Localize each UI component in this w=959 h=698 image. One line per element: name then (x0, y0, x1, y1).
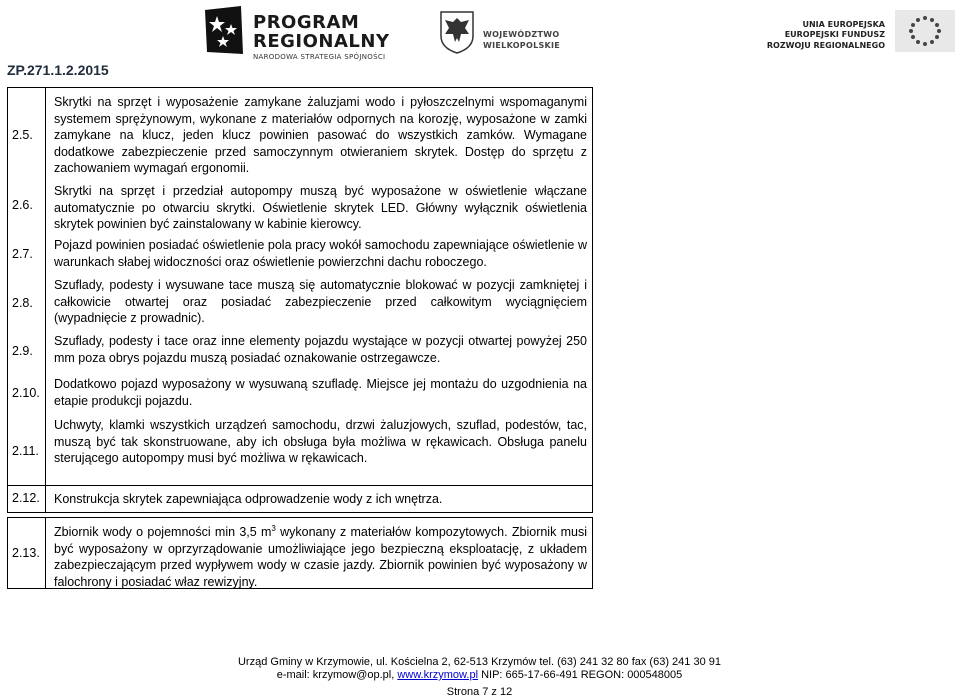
row-text: Skrytki na sprzęt i wyposażenie zamykane żaluzjami wodo i pyłoszczelnymi wspomaganymi systemem sprężynowym, wykonane z materiałów odpornych na korozję, wyposażone w zamki zamykane na klucz, jeden klucz powinien pasować do wszystkich zamków. Wymagane dodatkowe zabezpieczenie przed samoczynnym otwieraniem skrytek. Dostęp do sprzętu z zachowaniem wymagań ergonomii. (54, 95, 587, 175)
row-number: 2.11. (12, 444, 39, 458)
voivodeship-logo (437, 10, 577, 56)
table-row-2-12 (7, 485, 593, 513)
row-number: 2.12. (12, 491, 40, 505)
row-number: 2.9. (12, 344, 33, 358)
row-number: 2.8. (12, 296, 33, 310)
table-row-2-13 (7, 517, 593, 589)
voivodeship-line2: WIELKOPOLSKIE (483, 41, 561, 50)
program-title-line1: PROGRAM (253, 12, 360, 33)
row-text: Konstrukcja skrytek zapewniająca odprowadzenie wody z ich wnętrza. (54, 492, 443, 506)
row-text (54, 521, 587, 590)
website-link[interactable]: www.krzymow.pl (397, 669, 479, 681)
number-column (8, 88, 46, 485)
row-number: 2.7. (12, 247, 33, 261)
row-number: 2.5. (12, 128, 33, 142)
eu-line3: ROZWOJU REGIONALNEGO (766, 41, 885, 50)
row-number: 2.10. (12, 386, 40, 400)
program-regionalny-logo (203, 4, 403, 62)
row-text: Uchwyty, klamki wszystkich urządzeń samochodu, drzwi żaluzjowych, szuflad, podestów, tac, muszą być tak skonstruowane, aby ich obsługa była możliwa w rękawicach. Obsługa panelu sterującego autopompy musi być możliwa w rękawicach. (54, 418, 587, 465)
eu-line1: UNIA EUROPEJSKA (802, 20, 885, 29)
page-number: Strona 7 z 12 (446, 686, 513, 698)
footer-email: e-mail: krzymow@op.pl, (276, 669, 398, 681)
eu-fund-logo (700, 10, 959, 56)
row-text-start: Zbiornik wody o pojemności min 3,5 m (54, 525, 272, 540)
row-number: 2.13. (12, 546, 40, 560)
row-text: Szuflady, podesty i tace oraz inne elementy pojazdu wystające w pozycji otwartej powyżej 250 mm poza obrys pojazdu muszą posiadać oznakowanie ostrzegawcze. (54, 334, 587, 365)
eu-line2: EUROPEJSKI FUNDUSZ (784, 30, 885, 39)
footer-contact (0, 669, 959, 681)
eagle-emblem-icon (437, 10, 477, 54)
voivodeship-line1: WOJEWÓDZTWO (483, 30, 560, 39)
row-number: 2.6. (12, 198, 33, 212)
row-text: Pojazd powinien posiadać oświetlenie pola pracy wokół samochodu zapewniające oświetlenie w warunkach słabej widoczności oraz oświetlenie powierzchni dachu roboczego. (54, 238, 587, 269)
program-subtitle: NARODOWA STRATEGIA SPÓJNOŚCI (253, 53, 386, 61)
program-flag-icon (203, 4, 245, 56)
program-title-line2: REGIONALNY (253, 31, 390, 52)
row-text-end: wykonany z materiałów kompozytowych. Zbiornik musi być wyposażony w oprzyrządowanie umożliwiające jego bezpieczną eksploatację, z układem zabezpieczającym przed wypływem wody w czasie jazdy. Zbiornik powinien być wyposażony w falochrony i posiadać właz rewizyjny. (54, 525, 587, 589)
footer-address: Urząd Gminy w Krzymowie, ul. Kościelna 2, 62-513 Krzymów tel. (63) 241 32 80 fax (63) 241 30 91 (237, 656, 721, 668)
row-text: Dodatkowo pojazd wyposażony w wysuwaną szufladę. Miejsce jej montażu do uzgodnienia na etapie produkcji pojazdu. (54, 377, 587, 408)
footer-ids: NIP: 665-17-66-491 REGON: 000548005 (478, 669, 683, 681)
eu-flag-icon (895, 10, 955, 52)
document-reference: ZP.271.1.2.2015 (7, 62, 109, 78)
row-text: Szuflady, podesty i wysuwane tace muszą się automatycznie blokować w pozycji zamkniętej i całkowicie otwartej oraz posiadać zabezpieczenie przed całkowitym wyciągnięciem (wypadnięcie z prowadnic). (54, 278, 587, 325)
row-text: Skrytki na sprzęt i przedział autopompy muszą być wyposażone w oświetlenie włączane automatycznie po otwarciu skrytki. Oświetlenie skrytek LED. Główny wyłącznik oświetlenia skrytek powinien być zainstalowany w kabinie kierowcy. (54, 184, 587, 231)
page-header (0, 0, 959, 60)
superscript: 3 (271, 524, 276, 533)
requirements-table-block-1 (7, 87, 593, 486)
